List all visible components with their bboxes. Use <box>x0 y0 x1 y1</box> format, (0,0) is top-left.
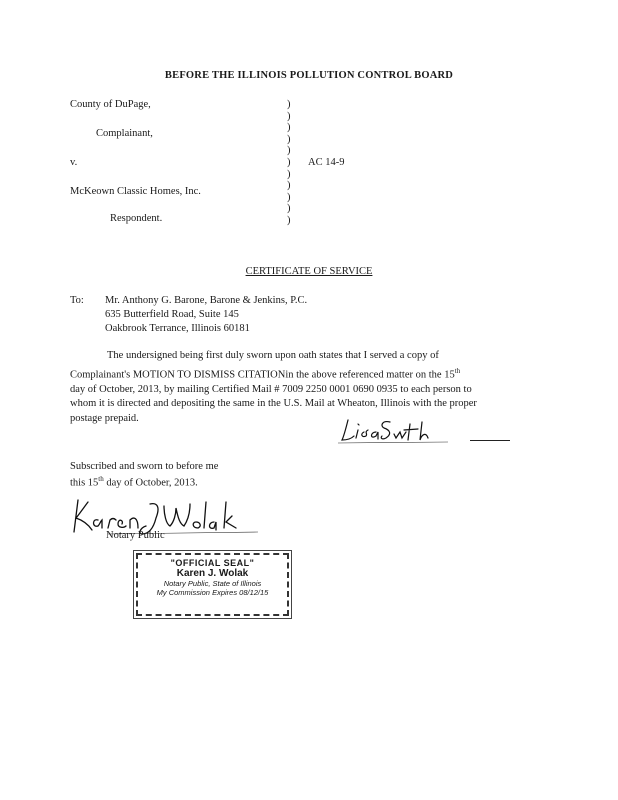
subscribed-line: Subscribed and sworn to before me <box>70 461 219 472</box>
seal-name: Karen J. Wolak <box>176 568 249 579</box>
case-number: AC 14-9 <box>308 157 345 168</box>
notary-label: Notary Public <box>106 530 165 541</box>
affiant-signature <box>338 412 458 446</box>
seal-state: Notary Public, State of Illinois <box>163 579 262 588</box>
respondent-name: McKeown Classic Homes, Inc. <box>70 186 201 197</box>
respondent-role: Respondent. <box>110 213 163 224</box>
seal-expiration: My Commission Expires 08/12/15 <box>156 588 269 597</box>
complainant-name: County of DuPage, <box>70 99 151 110</box>
signature-blank-line <box>470 440 510 441</box>
subscribed-date: this 15th day of October, 2013. <box>70 475 198 489</box>
statement-line: Complainant's MOTION TO DISMISS CITATIONin the above referenced matter on the 15th <box>70 366 461 380</box>
statement-line: day of October, 2013, by mailing Certified Mail # 7009 2250 0001 0690 0935 to each person to <box>70 383 472 395</box>
address-line: Oakbrook Terrance, Illinois 60181 <box>105 323 250 334</box>
to-label: To: <box>70 295 84 306</box>
versus-label: v. <box>70 157 78 168</box>
complainant-role: Complainant, <box>96 128 153 139</box>
document-title: BEFORE THE ILLINOIS POLLUTION CONTROL BOARD <box>164 70 454 81</box>
statement-line: whom it is directed and depositing the same in the U.S. Mail at Wheaton, Illinois with the proper <box>70 398 477 409</box>
service-statement <box>70 349 530 426</box>
statement-line: postage prepaid. <box>70 412 139 424</box>
notary-seal <box>136 553 289 616</box>
seal-heading: "OFFICIAL SEAL" <box>170 558 255 568</box>
statement-line: The undersigned being first duly sworn upon oath states that I served a copy of <box>107 350 439 361</box>
address-block <box>105 294 307 336</box>
address-line: 635 Butterfield Road, Suite 145 <box>105 309 239 320</box>
certificate-heading: CERTIFICATE OF SERVICE <box>245 266 373 277</box>
caption-parentheses: ) ) ) ) ) ) ) ) ) ) ) <box>287 99 291 226</box>
address-line: Mr. Anthony G. Barone, Barone & Jenkins, P.C. <box>105 295 308 306</box>
